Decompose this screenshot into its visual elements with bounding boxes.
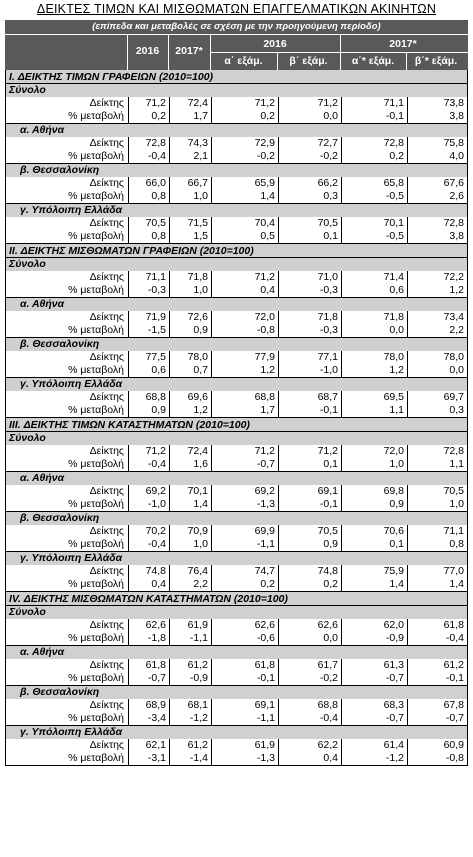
table-cell: 0,8	[128, 190, 169, 203]
table-cell: 70,1	[169, 485, 211, 498]
table-row	[6, 739, 467, 752]
table-cell: 68,1	[169, 699, 211, 712]
table-cell: 60,9	[407, 739, 467, 752]
group-title: γ. Υπόλοιπη Ελλάδα	[6, 378, 467, 391]
table-cell: 68,8	[211, 391, 278, 404]
table-cell: 1,7	[169, 110, 211, 123]
table-cell: 71,8	[341, 311, 407, 324]
table-cell: 72,8	[341, 137, 407, 150]
table-row	[6, 150, 467, 164]
table-row	[6, 712, 467, 726]
table-cell: 69,9	[211, 525, 278, 538]
table-cell: -0,8	[407, 752, 467, 765]
row-label: % μεταβολή	[68, 672, 124, 684]
table-cell: -1,0	[278, 364, 341, 377]
table-cell: 1,2	[407, 284, 467, 297]
table-cell: 69,2	[211, 485, 278, 498]
table-row	[6, 110, 467, 124]
group-title: Σύνολο	[6, 606, 467, 619]
table-cell: 1,0	[169, 538, 211, 551]
header-semester-b-2016: β΄ εξάμ.	[289, 55, 328, 67]
table-cell: 78,0	[407, 351, 467, 364]
row-label: Δείκτης	[89, 311, 124, 323]
table-cell: 68,8	[128, 391, 169, 404]
table-cell: 70,1	[341, 217, 407, 230]
table-cell: -0,4	[128, 538, 169, 551]
table-cell: -0,5	[341, 230, 407, 243]
row-label: Δείκτης	[89, 485, 124, 497]
table-cell: 71,2	[128, 97, 169, 110]
row-label: Δείκτης	[89, 271, 124, 283]
table-cell: 1,2	[169, 404, 211, 417]
table-cell: -0,2	[211, 150, 278, 163]
table-row	[6, 230, 467, 244]
table-cell: 1,4	[211, 190, 278, 203]
table-cell: 3,8	[407, 110, 467, 123]
table-cell: 1,0	[341, 458, 407, 471]
table-cell: 78,0	[169, 351, 211, 364]
table-cell: -0,2	[278, 150, 341, 163]
table-cell: 75,8	[407, 137, 467, 150]
table-cell: 0,9	[278, 538, 341, 551]
table-row	[6, 538, 467, 552]
table-cell: 72,0	[341, 445, 407, 458]
row-label: Δείκτης	[89, 351, 124, 363]
table-cell: -0,7	[341, 672, 407, 685]
table-cell: 65,8	[341, 177, 407, 190]
table-cell: 0,5	[211, 230, 278, 243]
row-label: Δείκτης	[89, 445, 124, 457]
table-cell: -0,4	[128, 150, 169, 163]
table-cell: 72,4	[169, 97, 211, 110]
row-label: Δείκτης	[89, 97, 124, 109]
group-title: β. Θεσσαλονίκη	[6, 686, 467, 699]
table-cell: 67,6	[407, 177, 467, 190]
table-cell: -0,4	[407, 632, 467, 645]
section-title: II. ΔΕΙΚΤΗΣ ΜΙΣΘΩΜΑΤΩΝ ΓΡΑΦΕΙΩΝ (2010=100)	[6, 244, 467, 258]
table-row	[6, 525, 467, 538]
group-title: Σύνολο	[6, 258, 467, 271]
table-cell: 71,5	[169, 217, 211, 230]
row-label: Δείκτης	[89, 177, 124, 189]
header-divider	[406, 53, 407, 70]
group-title: α. Αθήνα	[6, 124, 467, 137]
table-cell: -1,1	[169, 632, 211, 645]
table-cell: -0,1	[341, 110, 407, 123]
table-cell: 61,3	[341, 659, 407, 672]
group-title: Σύνολο	[6, 432, 467, 445]
table-cell: 74,7	[211, 565, 278, 578]
table-row	[6, 97, 467, 110]
table-cell: 0,1	[278, 458, 341, 471]
table-cell: 69,1	[211, 699, 278, 712]
table-cell: 61,8	[128, 659, 169, 672]
table-cell: 71,9	[128, 311, 169, 324]
table-row	[6, 391, 467, 404]
table-cell: -0,3	[128, 284, 169, 297]
table-cell: 71,1	[128, 271, 169, 284]
table-cell: -3,1	[128, 752, 169, 765]
table-cell: -1,1	[211, 538, 278, 551]
table-cell: 2,2	[169, 578, 211, 591]
table-cell: 71,4	[341, 271, 407, 284]
table-cell: -0,7	[341, 712, 407, 725]
table-cell: 62,2	[278, 739, 341, 752]
table-cell: 2,2	[407, 324, 467, 337]
table-cell: 76,4	[169, 565, 211, 578]
table-cell: 72,2	[407, 271, 467, 284]
table-cell: 1,2	[341, 364, 407, 377]
table-cell: 61,2	[407, 659, 467, 672]
row-label: % μεταβολή	[68, 404, 124, 416]
table-cell: 62,6	[278, 619, 341, 632]
table-cell: 74,3	[169, 137, 211, 150]
page-subtitle: (επίπεδα και μεταβολές σε σχέση με την προηγούμενη περίοδο)	[5, 20, 468, 34]
table-cell: 77,0	[407, 565, 467, 578]
table-cell: 1,4	[169, 498, 211, 511]
row-label: Δείκτης	[89, 525, 124, 537]
table-cell: 1,0	[169, 284, 211, 297]
table-cell: 61,8	[407, 619, 467, 632]
header-semester-a-2016: α΄ εξάμ.	[224, 55, 263, 67]
table-cell: 70,2	[128, 525, 169, 538]
table-cell: -0,5	[341, 190, 407, 203]
table-cell: -0,7	[407, 712, 467, 725]
table-cell: 0,2	[211, 578, 278, 591]
table-cell: -1,0	[128, 498, 169, 511]
table-row	[6, 578, 467, 592]
table-cell: -0,4	[278, 712, 341, 725]
table-cell: 78,0	[341, 351, 407, 364]
table-cell: 71,0	[278, 271, 341, 284]
table-cell: 0,9	[128, 404, 169, 417]
row-label: % μεταβολή	[68, 712, 124, 724]
table-row	[6, 485, 467, 498]
header-semester-a-2017: α΄* εξάμ.	[351, 55, 395, 67]
table-row	[6, 565, 467, 578]
table-cell: 66,7	[169, 177, 211, 190]
table-cell: 74,8	[278, 565, 341, 578]
table-cell: -0,3	[278, 284, 341, 297]
group-title: β. Θεσσαλονίκη	[6, 164, 467, 177]
table-cell: 0,0	[407, 364, 467, 377]
table-cell: 0,0	[278, 632, 341, 645]
group-title: β. Θεσσαλονίκη	[6, 338, 467, 351]
table-row	[6, 351, 467, 364]
table-cell: 0,6	[128, 364, 169, 377]
table-cell: -0,4	[128, 458, 169, 471]
table-cell: 68,9	[128, 699, 169, 712]
table-cell: 75,9	[341, 565, 407, 578]
table-cell: 0,1	[341, 538, 407, 551]
table-cell: 0,6	[341, 284, 407, 297]
row-label: % μεταβολή	[68, 230, 124, 242]
section-title: III. ΔΕΙΚΤΗΣ ΤΙΜΩΝ ΚΑΤΑΣΤΗΜΑΤΩΝ (2010=100)	[6, 418, 467, 432]
row-label: % μεταβολή	[68, 150, 124, 162]
header-divider	[127, 35, 128, 70]
table-cell: 62,0	[341, 619, 407, 632]
table-cell: -0,1	[278, 498, 341, 511]
table-cell: -1,5	[128, 324, 169, 337]
table-cell: -0,6	[211, 632, 278, 645]
table-row	[6, 498, 467, 512]
table-cell: 1,4	[341, 578, 407, 591]
table-cell: 0,4	[211, 284, 278, 297]
table-cell: 62,1	[128, 739, 169, 752]
table-cell: 1,6	[169, 458, 211, 471]
table-cell: 65,9	[211, 177, 278, 190]
table-cell: 61,2	[169, 659, 211, 672]
table-cell: 71,8	[278, 311, 341, 324]
row-label: Δείκτης	[89, 619, 124, 631]
table-cell: 69,2	[128, 485, 169, 498]
table-cell: 0,2	[211, 110, 278, 123]
header-group-2017: 2017*	[389, 38, 417, 50]
table-cell: 0,4	[128, 578, 169, 591]
section-title: IV. ΔΕΙΚΤΗΣ ΜΙΣΘΩΜΑΤΩΝ ΚΑΤΑΣΤΗΜΑΤΩΝ (2010=100)	[6, 592, 467, 606]
group-title: α. Αθήνα	[6, 646, 467, 659]
table-cell: 1,7	[211, 404, 278, 417]
table-cell: -1,8	[128, 632, 169, 645]
table-cell: 71,1	[341, 97, 407, 110]
table-row	[6, 217, 467, 230]
table-cell: 0,8	[128, 230, 169, 243]
table-row	[6, 271, 467, 284]
table-cell: 0,0	[278, 110, 341, 123]
table-cell: 68,7	[278, 391, 341, 404]
page-title: ΔΕΙΚΤΕΣ ΤΙΜΩΝ ΚΑΙ ΜΙΣΘΩΜΑΤΩΝ ΕΠΑΓΓΕΛΜΑΤΙΚΩΝ ΑΚΙΝΗΤΩΝ	[36, 2, 437, 16]
row-label: Δείκτης	[89, 137, 124, 149]
table-cell: -0,2	[278, 672, 341, 685]
table-cell: 0,3	[278, 190, 341, 203]
table-cell: -0,7	[128, 672, 169, 685]
table-cell: 70,5	[407, 485, 467, 498]
table-cell: 70,5	[128, 217, 169, 230]
table-cell: 0,8	[407, 538, 467, 551]
group-title: α. Αθήνα	[6, 298, 467, 311]
table-cell: 0,4	[278, 752, 341, 765]
table-cell: 61,2	[169, 739, 211, 752]
table-cell: 0,3	[407, 404, 467, 417]
table-cell: 1,5	[169, 230, 211, 243]
row-label: Δείκτης	[89, 739, 124, 751]
group-title: α. Αθήνα	[6, 472, 467, 485]
header-year-2017: 2017*	[175, 45, 203, 57]
row-label: Δείκτης	[89, 391, 124, 403]
section-title: I. ΔΕΙΚΤΗΣ ΤΙΜΩΝ ΓΡΑΦΕΙΩΝ (2010=100)	[6, 70, 467, 84]
row-label: Δείκτης	[89, 699, 124, 711]
table-cell: 69,1	[278, 485, 341, 498]
table-cell: 77,1	[278, 351, 341, 364]
table-cell: 72,4	[169, 445, 211, 458]
table-row	[6, 672, 467, 686]
table-cell: 70,6	[341, 525, 407, 538]
table-cell: -0,3	[278, 324, 341, 337]
table-cell: 72,0	[211, 311, 278, 324]
table-cell: 0,2	[128, 110, 169, 123]
row-label: Δείκτης	[89, 217, 124, 229]
table-cell: 70,5	[278, 525, 341, 538]
group-title: γ. Υπόλοιπη Ελλάδα	[6, 726, 467, 739]
table-cell: 61,7	[278, 659, 341, 672]
row-label: Δείκτης	[89, 565, 124, 577]
group-title: γ. Υπόλοιπη Ελλάδα	[6, 552, 467, 565]
row-label: % μεταβολή	[68, 578, 124, 590]
row-label: % μεταβολή	[68, 538, 124, 550]
table-cell: 4,0	[407, 150, 467, 163]
table-cell: 62,6	[211, 619, 278, 632]
table-cell: 68,3	[341, 699, 407, 712]
table-body	[5, 70, 468, 766]
table-cell: 0,2	[341, 150, 407, 163]
table-row	[6, 284, 467, 298]
table-cell: 1,0	[169, 190, 211, 203]
group-title: β. Θεσσαλονίκη	[6, 512, 467, 525]
table-cell: -0,9	[341, 632, 407, 645]
table-cell: 0,7	[169, 364, 211, 377]
table-cell: 69,6	[169, 391, 211, 404]
table-row	[6, 632, 467, 646]
header-divider	[210, 52, 468, 53]
row-label: Δείκτης	[89, 659, 124, 671]
table-cell: -3,4	[128, 712, 169, 725]
table-cell: -0,9	[169, 672, 211, 685]
table-row	[6, 364, 467, 378]
table-cell: -1,2	[169, 712, 211, 725]
table-cell: 70,5	[278, 217, 341, 230]
table-row	[6, 445, 467, 458]
row-label: % μεταβολή	[68, 364, 124, 376]
table-row	[6, 324, 467, 338]
table-cell: -0,1	[407, 672, 467, 685]
table-cell: 61,8	[211, 659, 278, 672]
table-cell: -1,3	[211, 752, 278, 765]
table-cell: 71,2	[211, 271, 278, 284]
table-cell: 77,9	[211, 351, 278, 364]
table-cell: -1,4	[169, 752, 211, 765]
table-cell: 73,4	[407, 311, 467, 324]
table-cell: 70,9	[169, 525, 211, 538]
table-row	[6, 311, 467, 324]
table-cell: -0,8	[211, 324, 278, 337]
row-label: % μεταβολή	[68, 190, 124, 202]
table-cell: 71,2	[211, 445, 278, 458]
table-cell: 69,7	[407, 391, 467, 404]
table-cell: 0,0	[341, 324, 407, 337]
table-cell: 66,2	[278, 177, 341, 190]
table-cell: 2,1	[169, 150, 211, 163]
table-cell: 77,5	[128, 351, 169, 364]
table-header	[5, 35, 468, 70]
table-row	[6, 699, 467, 712]
table-cell: 0,9	[341, 498, 407, 511]
table-cell: 72,7	[278, 137, 341, 150]
table-cell: 71,2	[128, 445, 169, 458]
table-cell: -1,1	[211, 712, 278, 725]
table-cell: 71,2	[211, 97, 278, 110]
header-group-2016: 2016	[263, 38, 287, 50]
row-label: % μεταβολή	[68, 324, 124, 336]
table-cell: 73,8	[407, 97, 467, 110]
table-cell: 66,0	[128, 177, 169, 190]
row-label: % μεταβολή	[68, 752, 124, 764]
row-label: % μεταβολή	[68, 110, 124, 122]
row-label: % μεταβολή	[68, 284, 124, 296]
table-cell: 74,8	[128, 565, 169, 578]
header-divider	[277, 53, 278, 70]
header-year-2016: 2016	[135, 45, 160, 57]
table-cell: 1,1	[341, 404, 407, 417]
table-cell: 0,2	[278, 578, 341, 591]
table-cell: 1,4	[407, 578, 467, 591]
table-cell: 1,1	[407, 458, 467, 471]
table-cell: 72,9	[211, 137, 278, 150]
table-row	[6, 619, 467, 632]
table-cell: 0,1	[278, 230, 341, 243]
table-cell: 72,8	[407, 445, 467, 458]
header-divider	[168, 35, 169, 70]
table-cell: 61,9	[211, 739, 278, 752]
table-cell: 69,5	[341, 391, 407, 404]
row-label: % μεταβολή	[68, 458, 124, 470]
table-cell: 0,9	[169, 324, 211, 337]
table-cell: -0,1	[278, 404, 341, 417]
table-cell: -1,2	[341, 752, 407, 765]
group-title: γ. Υπόλοιπη Ελλάδα	[6, 204, 467, 217]
group-title: Σύνολο	[6, 84, 467, 97]
table-cell: 71,8	[169, 271, 211, 284]
table-cell: 1,2	[211, 364, 278, 377]
table-cell: 70,4	[211, 217, 278, 230]
table-cell: 67,8	[407, 699, 467, 712]
table-cell: -0,7	[211, 458, 278, 471]
table-row	[6, 659, 467, 672]
table-cell: 71,2	[278, 97, 341, 110]
table-cell: 72,8	[407, 217, 467, 230]
table-cell: 61,4	[341, 739, 407, 752]
row-label: % μεταβολή	[68, 632, 124, 644]
table-row	[6, 190, 467, 204]
table-cell: 72,6	[169, 311, 211, 324]
table-cell: 72,8	[128, 137, 169, 150]
table-cell: -0,1	[211, 672, 278, 685]
row-label: % μεταβολή	[68, 498, 124, 510]
table-cell: 69,8	[341, 485, 407, 498]
table-cell: 68,8	[278, 699, 341, 712]
table-cell: 1,0	[407, 498, 467, 511]
table-row	[6, 404, 467, 418]
table-cell: 71,1	[407, 525, 467, 538]
table-cell: 2,6	[407, 190, 467, 203]
table-cell: 71,2	[278, 445, 341, 458]
table-row	[6, 177, 467, 190]
table-cell: -1,3	[211, 498, 278, 511]
table-cell: 62,6	[128, 619, 169, 632]
table-row	[6, 137, 467, 150]
table-cell: 61,9	[169, 619, 211, 632]
table-row	[6, 752, 467, 766]
table-cell: 3,8	[407, 230, 467, 243]
header-semester-b-2017: β΄* εξάμ.	[414, 55, 458, 67]
table-row	[6, 458, 467, 472]
